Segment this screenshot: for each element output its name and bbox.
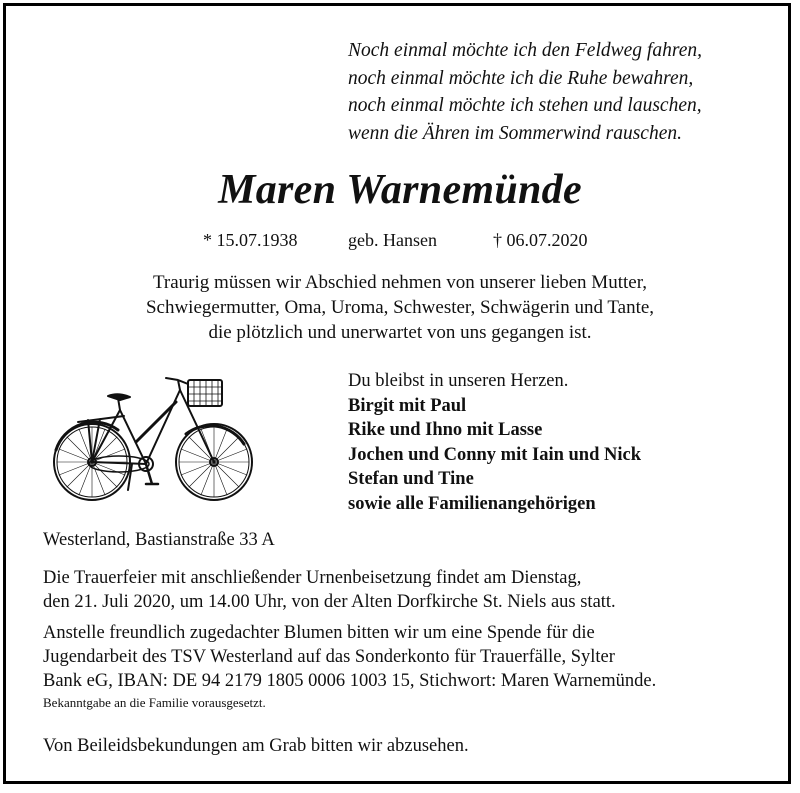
- ceremony-line: den 21. Juli 2020, um 14.00 Uhr, von der Alten Dorfkirche St. Niels aus statt.: [43, 592, 616, 612]
- bicycle-icon: [48, 372, 256, 506]
- deceased-name: Maren Warnemünde: [218, 167, 582, 213]
- intro-text: [0, 270, 800, 345]
- poem-line: noch einmal möchte ich die Ruhe bewahren,: [348, 67, 694, 89]
- donation-line: Bank eG, IBAN: DE 94 2179 1805 0006 1003 15, Stichwort: Maren Warnemünde.: [43, 671, 657, 691]
- poem: [348, 37, 768, 147]
- intro-line: Schwiegermutter, Oma, Uroma, Schwester, Schwägerin und Tante,: [145, 297, 655, 318]
- family-block: [348, 369, 768, 516]
- family-member: Birgit mit Paul: [348, 395, 467, 416]
- notice: Bekanntgabe an die Familie vorausgesetzt.: [43, 695, 266, 710]
- poem-line: Noch einmal möchte ich den Feldweg fahren,: [348, 40, 702, 61]
- family-lead: Du bleibst in unseren Herzen.: [348, 371, 569, 391]
- maiden-name: geb. Hansen: [348, 230, 437, 250]
- donation-line: Anstelle freundlich zugedachter Blumen bitten wir um eine Spende für die: [43, 623, 595, 643]
- address: Westerland, Bastianstraße 33 A: [43, 530, 275, 550]
- birth-date: * 15.07.1938: [203, 230, 298, 250]
- family-member: Rike und Ihno mit Lasse: [348, 420, 543, 440]
- donation-line: Jugendarbeit des TSV Westerland auf das Sonderkonto für Trauerfälle, Sylter: [43, 647, 615, 667]
- family-member: Jochen und Conny mit Iain und Nick: [348, 444, 642, 465]
- intro-line: die plötzlich und unerwartet von uns gegangen ist.: [208, 322, 592, 343]
- poem-line: wenn die Ähren im Sommerwind rauschen.: [348, 122, 682, 144]
- family-member: Stefan und Tine: [348, 469, 474, 489]
- ceremony-info: [43, 566, 773, 614]
- closing-note: Von Beileidsbekundungen am Grab bitten wir abzusehen.: [43, 736, 469, 756]
- ceremony-line: Die Trauerfeier mit anschließender Urnenbeisetzung findet am Dienstag,: [43, 568, 582, 588]
- family-member: sowie alle Familienangehörigen: [348, 493, 596, 514]
- death-date: † 06.07.2020: [493, 230, 588, 250]
- poem-line: noch einmal möchte ich stehen und lauschen,: [348, 95, 702, 116]
- donation-info: [43, 621, 773, 693]
- intro-line: Traurig müssen wir Abschied nehmen von unserer lieben Mutter,: [152, 272, 648, 293]
